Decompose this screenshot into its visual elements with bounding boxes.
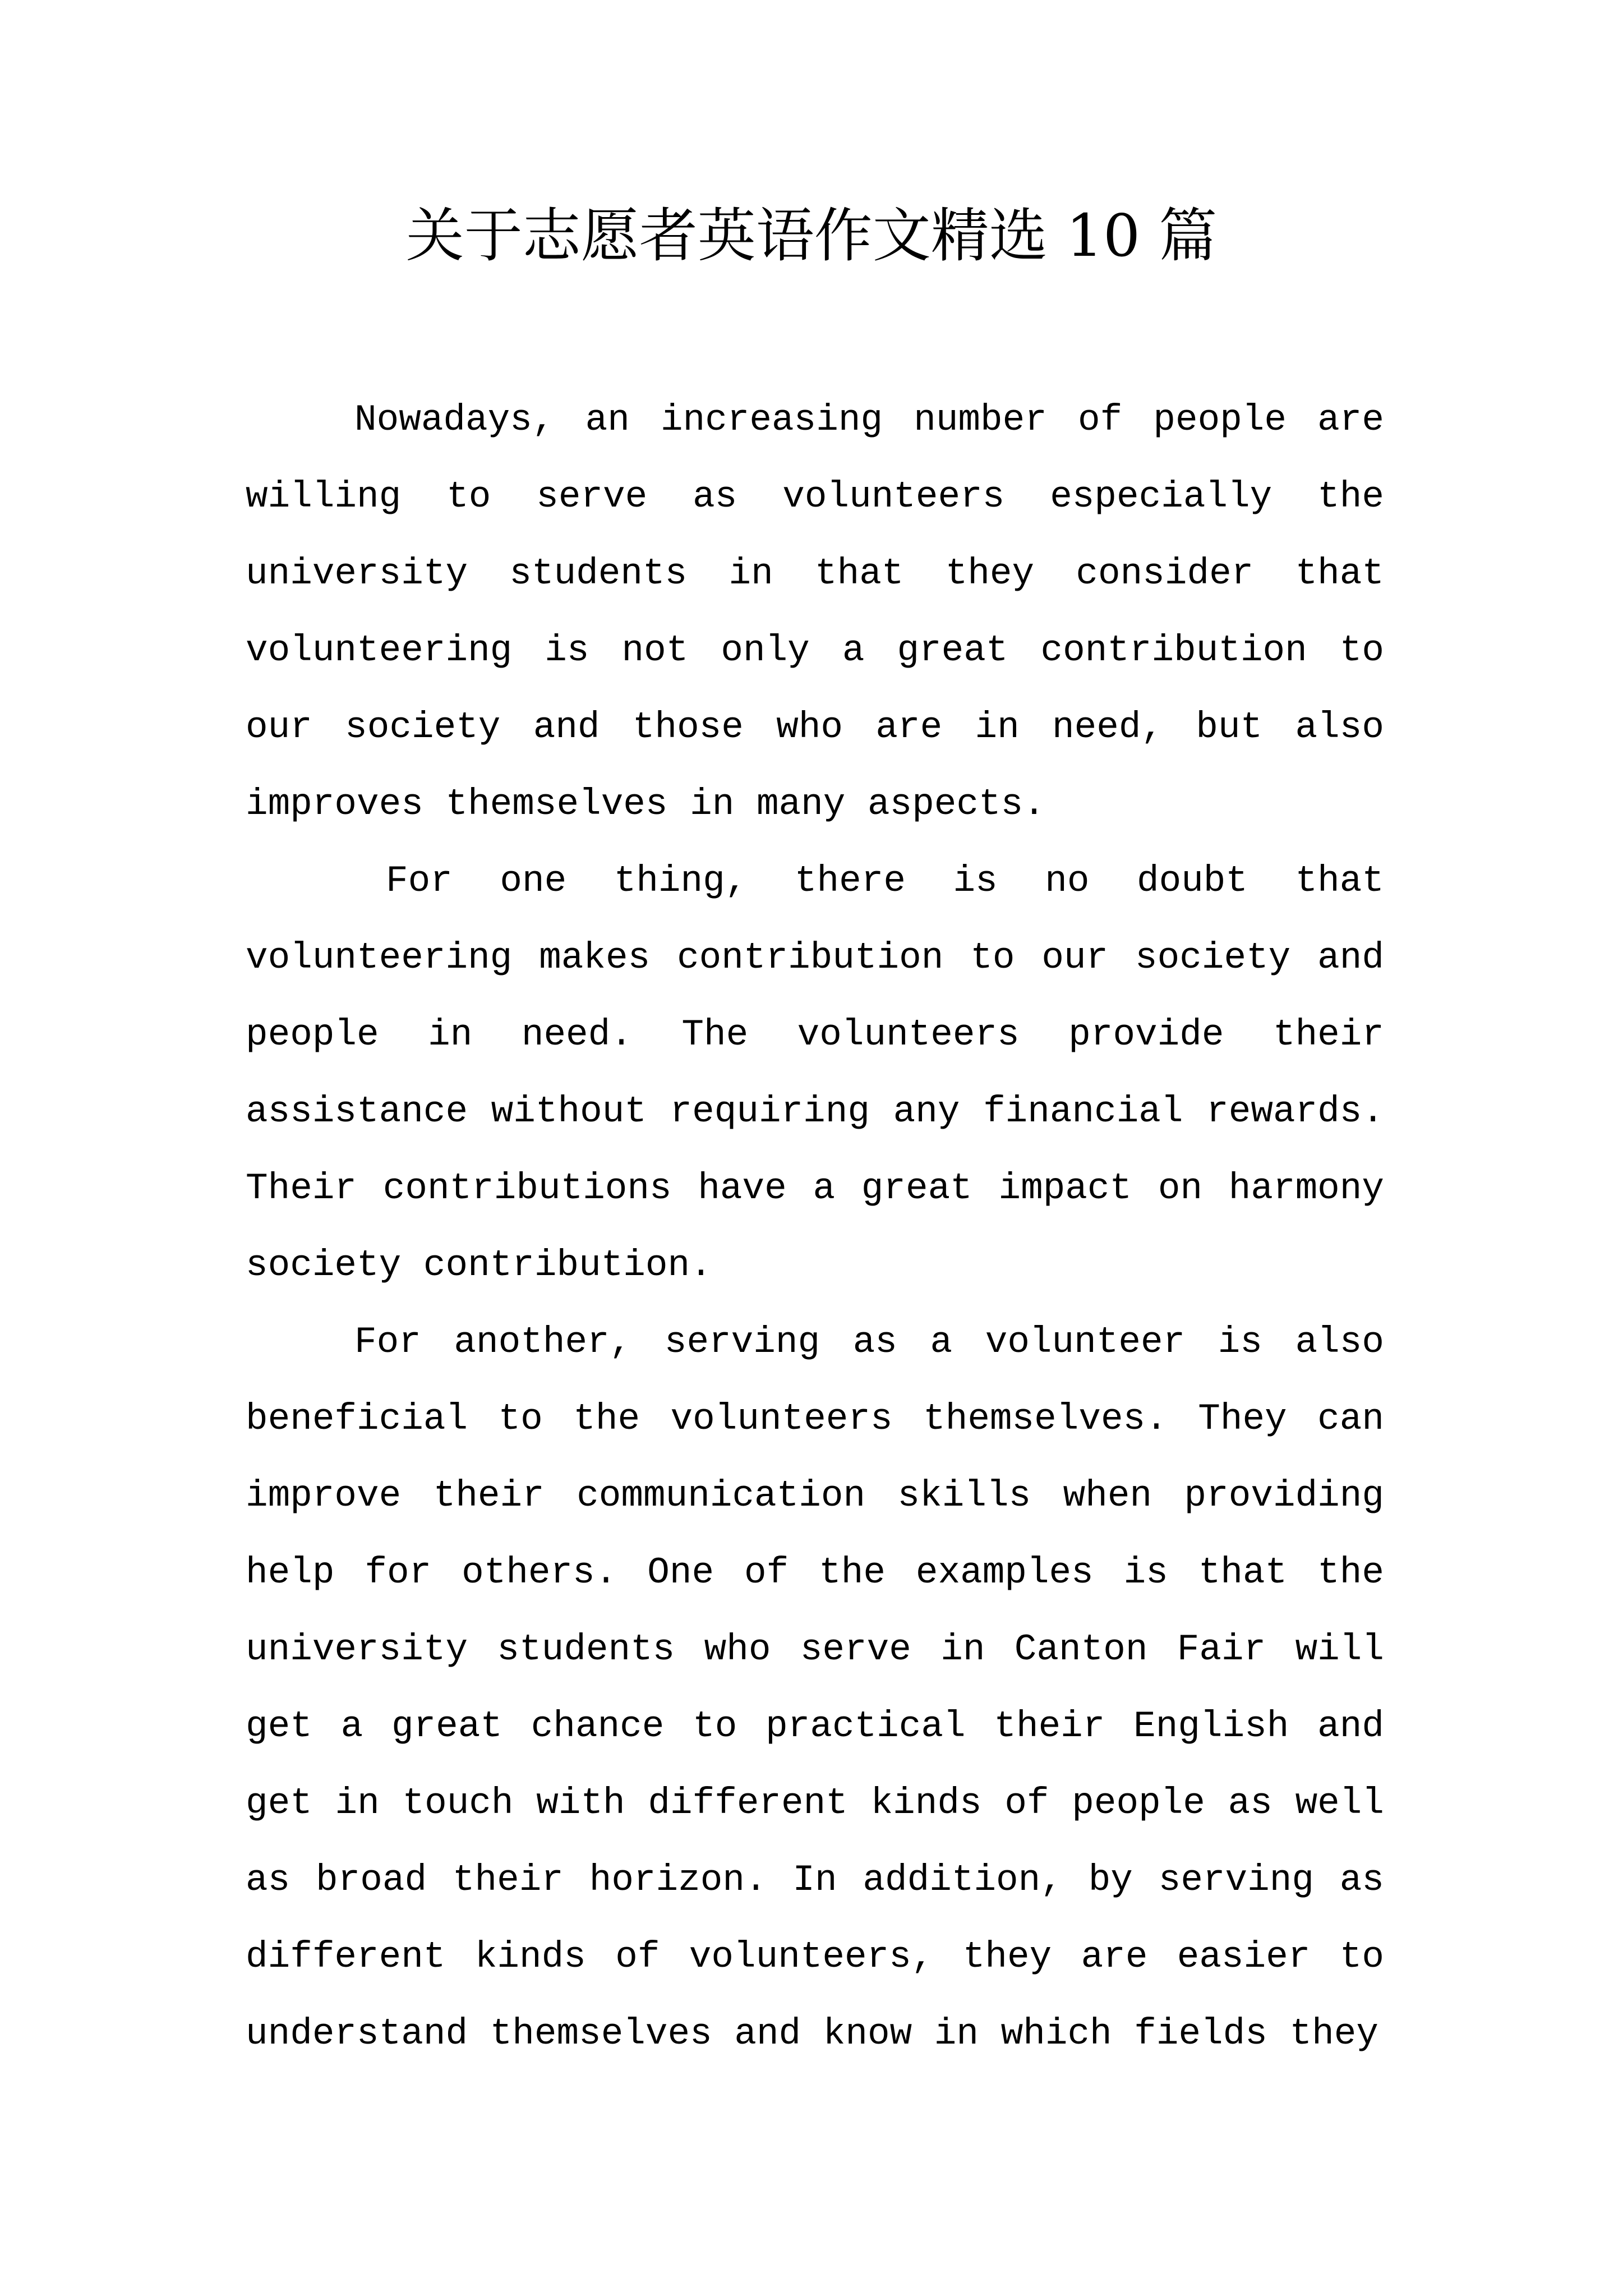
paragraph-1: Nowadays, an increasing number of people are willing to serve as volunteers especially the university students in that they consider that volunteering is not only a great contribution to our society and those who are in need, but also improves themselves in many aspects. xyxy=(246,399,1384,825)
paragraph-2: For one thing, there is no doubt that volunteering makes contribution to our society and people in need. The volunteers provide their assistance without requiring any financial rewards. Their contributions have a great impact on harmony society contribution. xyxy=(246,860,1384,1286)
document-title: 关于志愿者英语作文精选 10 篇 xyxy=(405,201,1218,270)
document-body xyxy=(246,381,1384,2072)
paragraph-3: For another, serving as a volunteer is also beneficial to the volunteers themselves. They can improve their communication skills when providing help for others. One of the examples is that the university students who serve in Canton Fair will get a great chance to practical their English and get in touch with different kinds of people as well as broad their horizon. In addition, by serving as different kinds of volunteers, they are easier to understand themselves and know in which fields they xyxy=(246,1321,1384,2055)
